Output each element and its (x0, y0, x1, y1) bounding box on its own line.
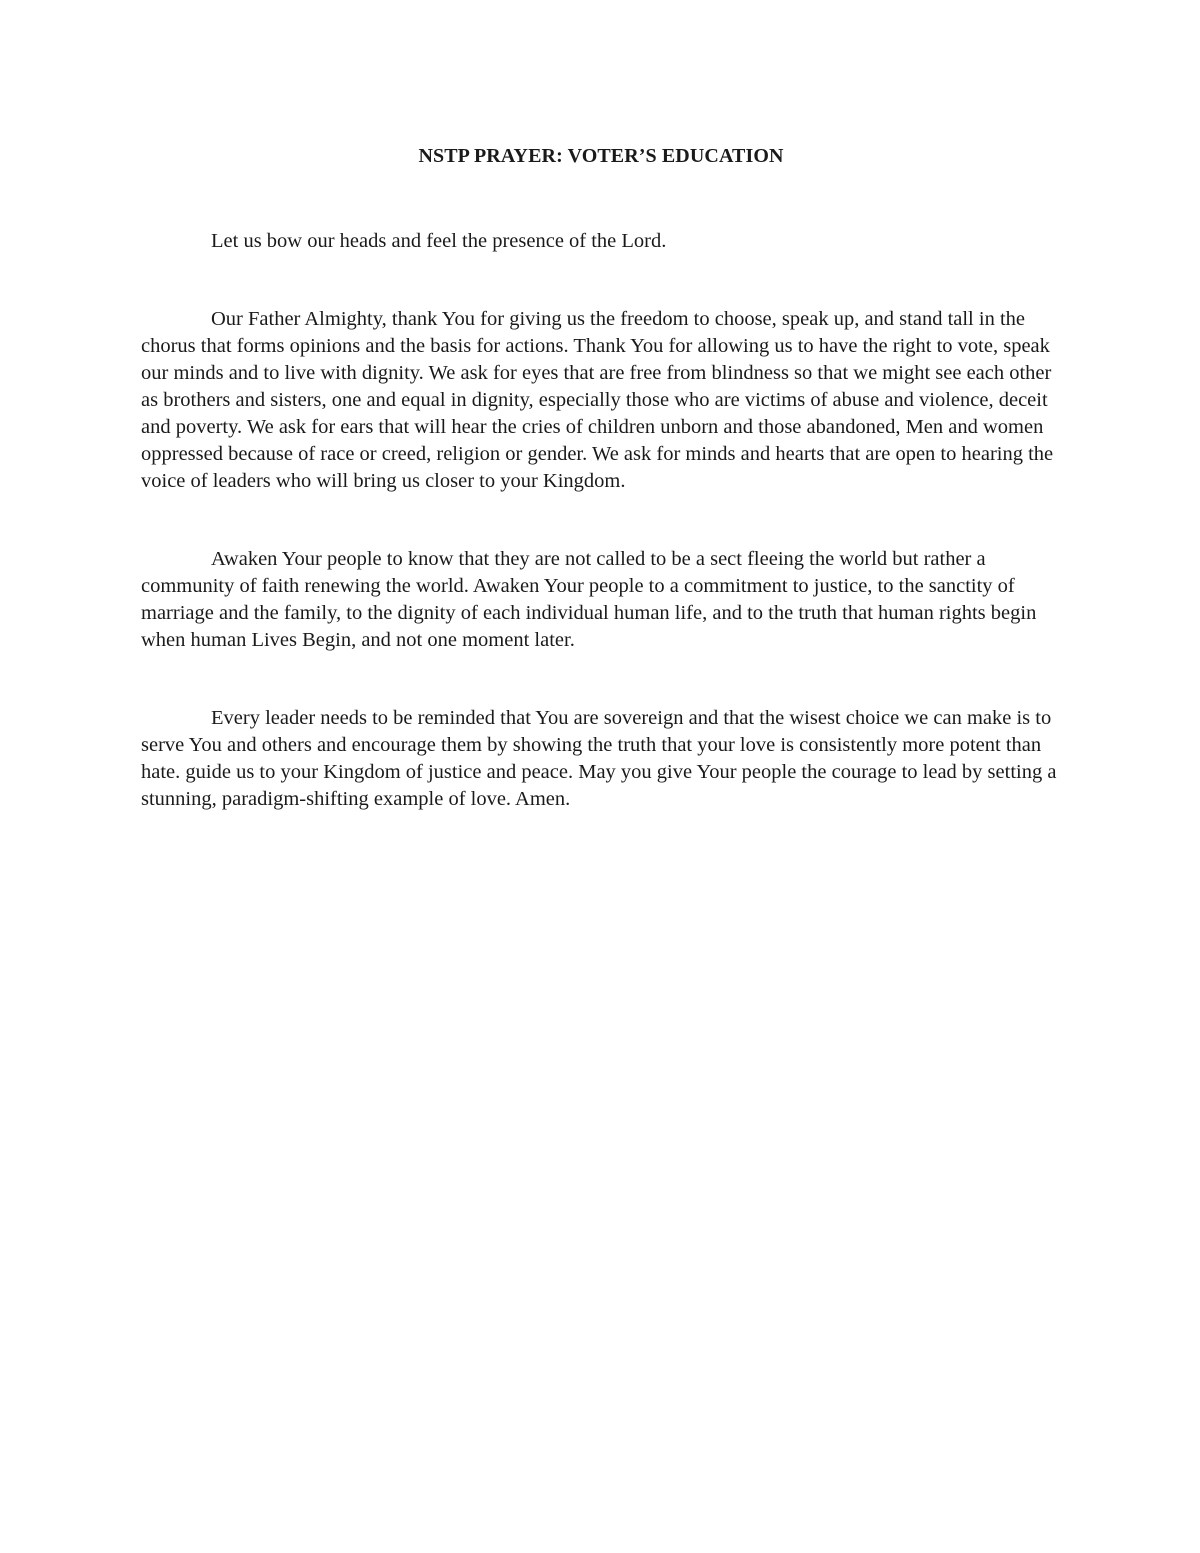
paragraph-awaken: Awaken Your people to know that they are not called to be a sect fleeing the world but rather a community of faith renewing the world. Awaken Your people to a commitment to justice, to the sanctity of marriage and the family, to the dignity of each individual human life, and to the truth that human rights begin when human Lives Begin, and not one moment later. (141, 548, 1037, 651)
paragraph-opening: Let us bow our heads and feel the presence of the Lord. (211, 230, 667, 252)
paragraph-closing: Every leader needs to be reminded that You are sovereign and that the wisest choice we can make is to serve You and others and encourage them by showing the truth that your love is consistently more potent than hate. guide us to your Kingdom of justice and peace. May you give Your people the courage to lead by setting a stunning, paradigm-shifting example of love. Amen. (141, 707, 1057, 810)
paragraph-thanksgiving: Our Father Almighty, thank You for giving us the freedom to choose, speak up, and stand tall in the chorus that forms opinions and the basis for actions. Thank You for allowing us to have the right to vote, speak our minds and to live with dignity. We ask for eyes that are free from blindness so that we might see each other as brothers and sisters, one and equal in dignity, especially those who are victims of abuse and violence, deceit and poverty. We ask for ears that will hear the cries of children unborn and those abandoned, Men and women oppressed because of race or creed, religion or gender. We ask for minds and hearts that are open to hearing the voice of leaders who will bring us closer to your Kingdom. (141, 308, 1054, 492)
document-title: NSTP PRAYER: VOTER’S EDUCATION (418, 145, 784, 167)
document-body (141, 142, 1061, 864)
